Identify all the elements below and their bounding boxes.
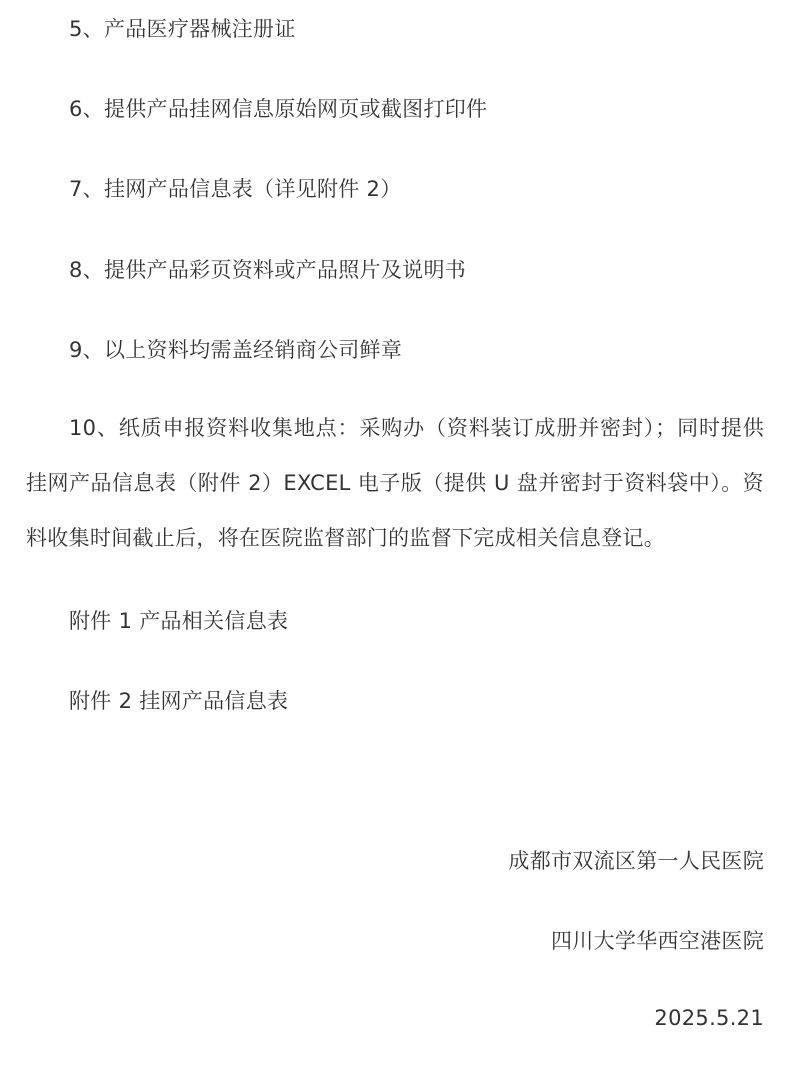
list-item: 7、挂网产品信息表（详见附件 2） bbox=[69, 177, 402, 201]
list-item: 6、提供产品挂网信息原始网页或截图打印件 bbox=[69, 97, 488, 121]
attachment-item: 附件 2 挂网产品信息表 bbox=[69, 689, 289, 713]
attachment-item: 附件 1 产品相关信息表 bbox=[69, 609, 289, 633]
signature-org-2: 四川大学华西空港医院 bbox=[551, 929, 764, 953]
list-item: 9、以上资料均需盖经销商公司鲜章 bbox=[69, 338, 403, 362]
list-item: 5、产品医疗器械注册证 bbox=[69, 17, 296, 41]
list-item: 10、纸质申报资料收集地点：采购办（资料装订成册并密封）；同时提供挂网产品信息表（附件 2）EXCEL 电子版（提供 U 盘并密封于资料袋中）。资料收集时间截止后，将在医院监督部门的监督下完成相关信息登记。 bbox=[26, 416, 764, 550]
list-item: 8、提供产品彩页资料或产品照片及说明书 bbox=[69, 258, 467, 282]
signature-org-1: 成都市双流区第一人民医院 bbox=[508, 849, 764, 873]
signature-date: 2025.5.21 bbox=[654, 1006, 764, 1030]
